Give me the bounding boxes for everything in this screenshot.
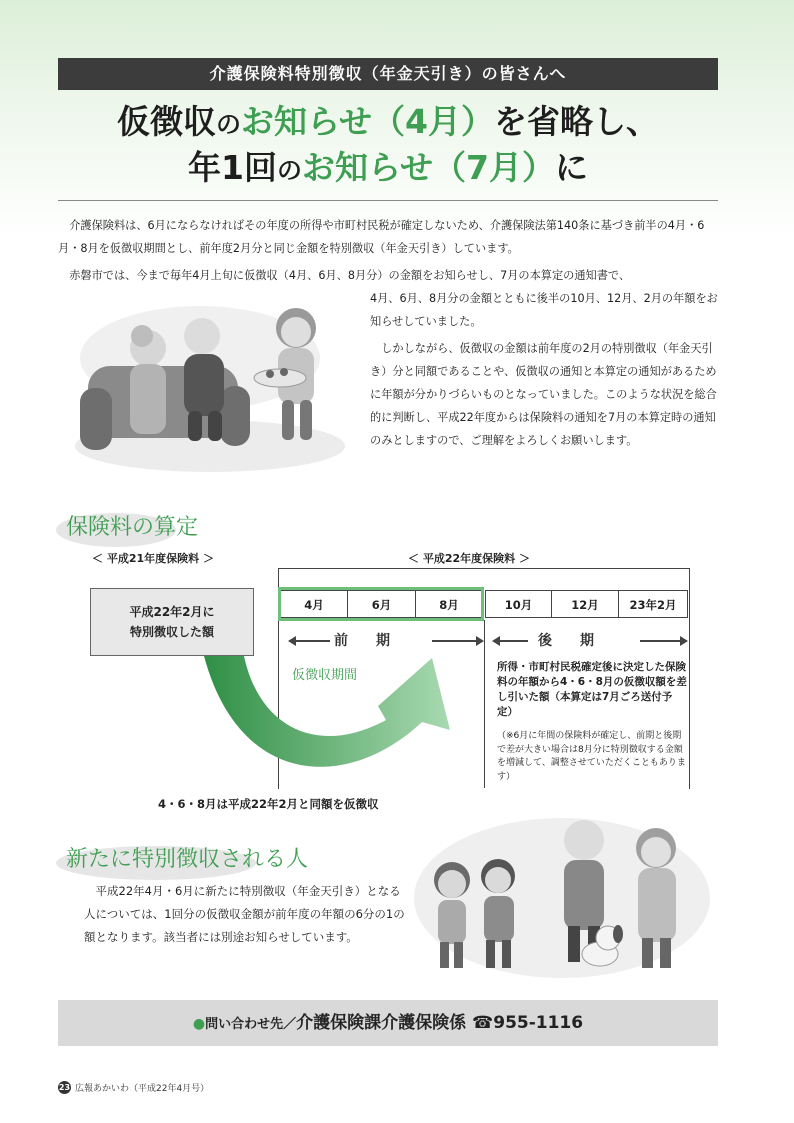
headline-part: の: [216, 110, 242, 139]
feb-amount-box: [90, 588, 254, 656]
month-cell-oct: 10月: [485, 590, 552, 618]
headline-rule: [58, 200, 718, 201]
intro-paragraph-1: 介護保険料は、6月にならなければその年度の所得や市町村民税が確定しないため、介護保険法第140条に基づき前半の4月・6月・8月を仮徴収期間とし、前年度2月分と同じ金額を特別徴収（年金天引き）しています。: [58, 219, 705, 255]
section-title-new-collection: 新たに特別徴収される人: [66, 847, 309, 872]
headline-part: を省略し、: [494, 102, 659, 141]
headline-part: に: [554, 148, 588, 187]
headline-part-accent: お知らせ（7月）: [302, 148, 555, 187]
family-illustration: [412, 814, 718, 986]
new-collection-text: 平成22年4月・6月に新たに特別徴収（年金天引き）となる人については、1回分の仮徴収金額が前年度の年額の6分の1の額となります。該当者には別途お知らせしています。: [84, 884, 405, 944]
provisional-caption: 4・6・8月は平成22年2月と同額を仮徴収: [158, 797, 379, 811]
provisional-period-label: 仮徴収期間: [292, 668, 358, 683]
headline-part: 年1回: [188, 148, 277, 187]
headline-line1: [58, 100, 718, 147]
contact-dept: 介護保険課介護保険係: [296, 1013, 467, 1033]
elderly-couple-illustration: [70, 296, 360, 476]
month-cell-jun: 6月: [347, 590, 416, 618]
contact-bar: [58, 1000, 718, 1046]
kouki-explanation: 所得・市町村民税確定後に決定した保険料の年額から4・6・8月の仮徴収額を差し引いた額（本算定は7月ごろ送付予定）: [497, 661, 687, 718]
fy21-label: ＜ 平成21年度保険料 ＞: [92, 552, 214, 565]
banner: 介護保険料特別徴収（年金天引き）の皆さんへ: [58, 58, 718, 90]
page-number: 23: [58, 1083, 71, 1092]
headline-part: の: [276, 156, 302, 185]
intro-paragraph-2b: 4月、6月、8月分の金額とともに後半の10月、12月、2月の年額をお知らせしていました。: [370, 292, 718, 328]
intro-paragraph-3: しかしながら、仮徴収の金額は前年度の2月の特別徴収（年金天引き）分と同額であることや、仮徴収の通知と本算定の通知があるために年額が分かりづらいものとなっていました。このような状況を総合的に判断し、平成22年度からは保険料の通知を7月の本算定時の通知のみとしますので、ご理解をよろしくお願いします。: [370, 342, 717, 447]
contact-label: 問い合わせ先／: [205, 1017, 297, 1032]
month-cell-feb: 23年2月: [618, 590, 688, 618]
intro-paragraph-2a: 赤磐市では、今まで毎年4月上旬に仮徴収（4月、6月、8月分）の金額をお知らせし、7月の本算定の通知書で、: [69, 269, 631, 282]
phone-icon: ☎: [472, 1013, 494, 1033]
provisional-months-highlight: [278, 587, 484, 621]
feb-amount-line1: 平成22年2月に: [129, 605, 215, 619]
section-title-calculation: 保険料の算定: [66, 515, 199, 540]
feb-amount-line2: 特別徴収した額: [129, 625, 214, 639]
publication-name: 広報あかいわ（平成22年4月号）: [75, 1084, 210, 1094]
month-cell-apr: 4月: [280, 590, 348, 618]
arrowheads: [280, 634, 690, 648]
kouki-label: 後 期: [538, 633, 594, 649]
zenki-label: 前 期: [334, 633, 390, 649]
page-footer: [58, 1081, 209, 1094]
fy22-label: ＜ 平成22年度保険料 ＞: [408, 552, 530, 565]
headline-part: 仮徴収: [117, 102, 216, 141]
headline-line2: [58, 146, 718, 193]
contact-phone[interactable]: 955-1116: [493, 1013, 584, 1033]
period-divider: [484, 620, 485, 788]
kouki-footnote: （※6月に年間の保険料が確定し、前期と後期で差が大きい場合は8月分に特別徴収する金額を増減して、調整させていただくこともあります）: [497, 731, 686, 782]
bullet-icon: ●: [192, 1016, 206, 1032]
headline-part-accent: お知らせ（4月）: [241, 102, 494, 141]
month-cell-aug: 8月: [415, 590, 483, 618]
month-cell-dec: 12月: [551, 590, 619, 618]
